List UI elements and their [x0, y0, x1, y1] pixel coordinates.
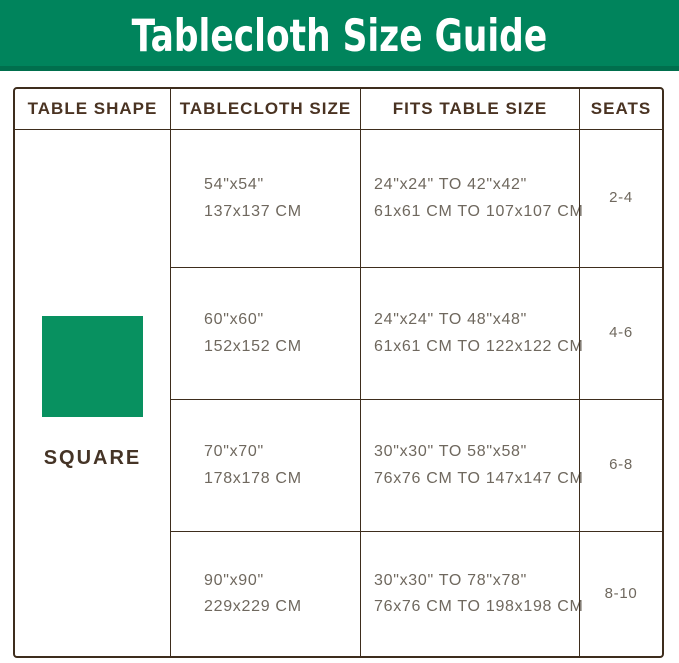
- seats-value: 4-6: [609, 324, 633, 342]
- tablecloth-size-cm: 229x229 CM: [204, 598, 302, 615]
- tablecloth-size-cm: 137x137 CM: [204, 202, 302, 220]
- size-guide-table: [13, 87, 664, 658]
- fits-size-inches: 30"x30" TO 78"x78": [374, 571, 528, 589]
- fits-size-cm: 61x61 CM TO 107x107 CM: [374, 202, 584, 220]
- fits-size-inches: 30"x30" TO 58"x58": [374, 443, 528, 461]
- column-header-tablecloth-size: TABLECLOTH SIZE: [170, 89, 360, 129]
- fits-size-cm: 76x76 CM TO 198x198 CM: [374, 598, 584, 615]
- table-row-4-tablecloth-size: [170, 531, 360, 656]
- fits-size-inches: 24"x24" TO 42"x42": [374, 176, 528, 194]
- table-row-1-tablecloth-size: [170, 129, 360, 267]
- table-row-2-tablecloth-size: [170, 267, 360, 399]
- tablecloth-size-inches: 60"x60": [204, 311, 264, 329]
- tablecloth-size-cm: 152x152 CM: [204, 337, 302, 355]
- table-row-1-fits-table-size: [360, 129, 584, 267]
- table-row-4-seats: [579, 531, 662, 656]
- tablecloth-size-inches: 54"x54": [204, 176, 264, 194]
- tablecloth-size-inches: 90"x90": [204, 571, 264, 589]
- page-title: Tablecloth Size Guide: [131, 9, 548, 61]
- seats-value: 8-10: [604, 584, 638, 602]
- tablecloth-size-inches: 70"x70": [204, 443, 264, 461]
- table-row-2-fits-table-size: [360, 267, 584, 399]
- shape-label: SQUARE: [43, 447, 142, 469]
- table-row-1-seats: [579, 129, 662, 267]
- seats-value: 6-8: [609, 456, 633, 474]
- title-banner: [0, 0, 679, 71]
- seats-value: 2-4: [609, 189, 633, 207]
- column-header-table-shape: TABLE SHAPE: [27, 99, 158, 118]
- table-row-3-fits-table-size: [360, 399, 584, 531]
- table-shape-cell: [15, 129, 170, 656]
- fits-size-cm: 76x76 CM TO 147x147 CM: [374, 469, 584, 487]
- tablecloth-size-cm: 178x178 CM: [204, 469, 302, 487]
- column-header-seats: SEATS: [579, 89, 662, 129]
- fits-size-cm: 61x61 CM TO 122x122 CM: [374, 337, 584, 355]
- table-row-3-seats: [579, 399, 662, 531]
- column-header-fits-table-size: FITS TABLE SIZE: [360, 89, 579, 129]
- square-table-swatch-icon: [42, 316, 143, 417]
- table-row-4-fits-table-size: [360, 531, 584, 656]
- table-row-2-seats: [579, 267, 662, 399]
- fits-size-inches: 24"x24" TO 48"x48": [374, 311, 528, 329]
- table-row-3-tablecloth-size: [170, 399, 360, 531]
